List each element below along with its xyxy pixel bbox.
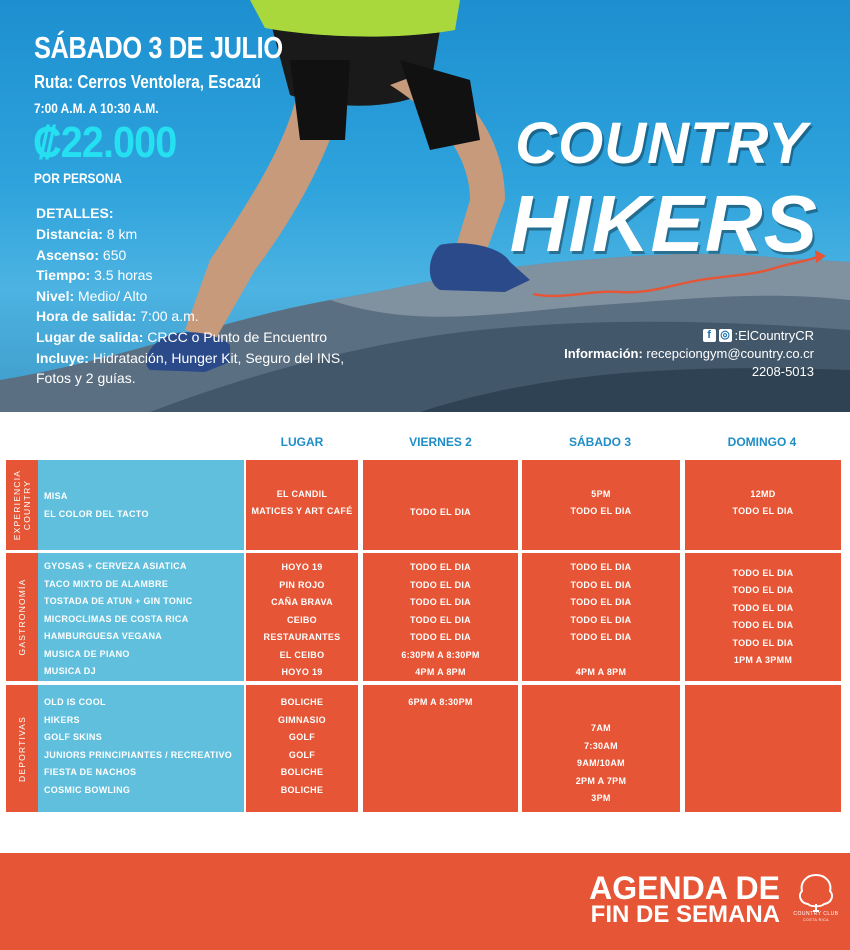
brand-title-hikers: HIKERS [509,179,818,268]
event-name: FIESTA DE NACHOS [44,767,137,777]
hero-banner [0,0,850,412]
details-list [36,224,396,389]
place-name: BOLICHE [280,697,324,707]
logo-text: COUNTRY CLUB [793,911,839,917]
detail-label: Incluye: [36,349,89,366]
place-name: RESTAURANTES [263,632,341,642]
event-name: MISA [44,491,68,501]
viernes-cell [363,460,518,550]
domingo-cell [685,460,841,550]
info-label: Información: [564,346,643,361]
column-header-sabado: SÁBADO 3 [568,435,631,449]
section-label-experiencia [6,460,38,550]
place-name: CEIBO [286,615,317,625]
event-name: JUNIORS PRINCIPIANTES / RECREATIVO [44,750,233,760]
section-label-text: EXPERIENCIA COUNTRY [12,469,32,541]
brand-title-country: COUNTRY [515,111,808,176]
time-value: 6:30PM A 8:30PM [401,650,480,660]
place-name: BOLICHE [280,767,324,777]
place-name: HOYO 19 [281,562,323,572]
event-date: SÁBADO 3 DE JULIO [34,30,283,65]
phone-number[interactable]: 2208-5013 [751,364,814,379]
time-value: TODO EL DIA [732,585,794,595]
time-value: TODO EL DIA [570,562,632,572]
detail-value: 7:00 a.m. [136,308,199,325]
time-value: 3PM [591,793,611,803]
instagram-icon[interactable]: ◎ [720,329,730,341]
event-name: MUSICA DE PIANO [44,649,130,659]
place-name: GOLF [288,750,316,760]
event-name: EL COLOR DEL TACTO [44,509,149,519]
time-value: TODO EL DIA [410,562,471,572]
detail-row [36,368,396,389]
place-name: PIN ROJO [279,580,325,590]
footer-title-line2: FIN DE SEMANA [590,901,780,928]
time-value: 12MD [750,489,776,499]
detail-row [36,348,396,369]
detail-value: Hidratación, Hunger Kit, Seguro del INS, [88,349,345,366]
section-label-text: GASTRONOMÍA [17,578,27,656]
time-value: TODO EL DIA [410,632,471,642]
contact-info [564,346,814,361]
place-name: HOYO 19 [281,667,323,677]
detail-value: 3.5 horas [90,267,153,284]
price: ₡22.000 [33,118,177,167]
time-value: TODO EL DIA [570,506,632,516]
events-cell [38,460,244,550]
place-name: MATICES Y ART CAFÉ [251,506,353,516]
time-value: TODO EL DIA [570,597,632,607]
hours-text: 7:00 A.M. A 10:30 A.M. [34,100,159,116]
sabado-cell [522,460,680,550]
place-name: EL CANDIL [276,489,328,499]
detail-value: 650 [99,246,127,263]
details-title: DETALLES: [36,205,114,221]
time-value: TODO EL DIA [732,506,794,516]
time-value: TODO EL DIA [570,632,632,642]
time-value: TODO EL DIA [410,580,471,590]
detail-label: Tiempo: [36,267,91,284]
time-value: TODO EL DIA [410,507,471,517]
facebook-icon[interactable]: f [703,329,716,342]
route-text: Ruta: Cerros Ventolera, Escazú [34,72,262,92]
per-person-label: POR PERSONA [34,170,122,186]
time-value: TODO EL DIA [570,615,632,625]
event-name: GOLF SKINS [44,732,103,742]
time-value: 4PM A 8PM [575,667,627,677]
detail-label: Lugar de salida: [36,328,144,345]
detail-row [36,265,396,286]
logo-subtext: COSTA RICA [803,918,829,922]
social-handle-row[interactable] [703,328,814,343]
column-header-viernes: VIERNES 2 [409,435,472,449]
detail-row [36,286,396,307]
time-value: 4PM A 8PM [415,667,466,677]
time-value: TODO EL DIA [570,580,632,590]
place-name: CAÑA BRAVA [271,597,333,607]
detail-row [36,327,396,348]
column-header-lugar: LUGAR [280,435,324,449]
time-value: TODO EL DIA [732,620,794,630]
place-name: BOLICHE [280,785,324,795]
event-name: TOSTADA DE ATUN + GIN TONIC [44,596,193,606]
column-header-domingo: DOMINGO 4 [727,435,797,449]
social-handle[interactable]: :ElCountryCR [734,328,814,343]
detail-row [36,306,396,327]
section-label-deportivas [6,685,38,812]
place-name: EL CEIBO [279,650,325,660]
place-name: GOLF [288,732,316,742]
time-value: 5PM [591,489,611,499]
footer-title-line1: AGENDA DE [589,870,780,906]
time-value: 9AM/10AM [577,758,625,768]
time-value: 6PM A 8:30PM [408,697,473,707]
place-name: GIMNASIO [278,715,326,725]
time-value: 2PM A 7PM [575,776,627,786]
event-name: TACO MIXTO DE ALAMBRE [44,579,169,589]
event-name: MICROCLIMAS DE COSTA RICA [44,614,189,624]
detail-value: CRCC o Punto de Encuentro [143,328,328,345]
detail-row [36,224,396,245]
event-name: GYOSAS + CERVEZA ASIATICA [44,561,187,571]
domingo-cell [685,685,841,812]
event-name: MUSICA DJ [44,666,96,676]
section-label-text: DEPORTIVAS [17,715,27,782]
time-value: 7AM [591,723,611,733]
event-name: COSMIC BOWLING [44,785,131,795]
detail-row [36,245,396,266]
time-value: 7:30AM [584,741,618,751]
detail-value: 8 km [102,226,138,242]
section-label-gastronomia [6,553,38,681]
event-name: HIKERS [44,715,80,725]
time-value: TODO EL DIA [732,638,794,648]
detail-label: Ascenso: [36,246,100,263]
places-cell [246,460,358,550]
detail-extra: Fotos y 2 guías. [36,370,136,387]
time-value: TODO EL DIA [732,603,794,613]
time-value: 1PM A 3PMM [733,655,793,665]
time-value: TODO EL DIA [732,568,794,578]
event-name: HAMBURGUESA VEGANA [44,631,163,641]
info-email[interactable]: recepciongym@country.co.cr [642,346,814,361]
event-name: OLD IS COOL [44,697,106,707]
time-value: TODO EL DIA [410,597,471,607]
detail-label: Nivel: [36,287,75,304]
detail-value: Medio/ Alto [74,287,148,304]
time-value: TODO EL DIA [410,615,471,625]
detail-label: Hora de salida: [36,308,137,325]
detail-label: Distancia: [36,226,103,242]
